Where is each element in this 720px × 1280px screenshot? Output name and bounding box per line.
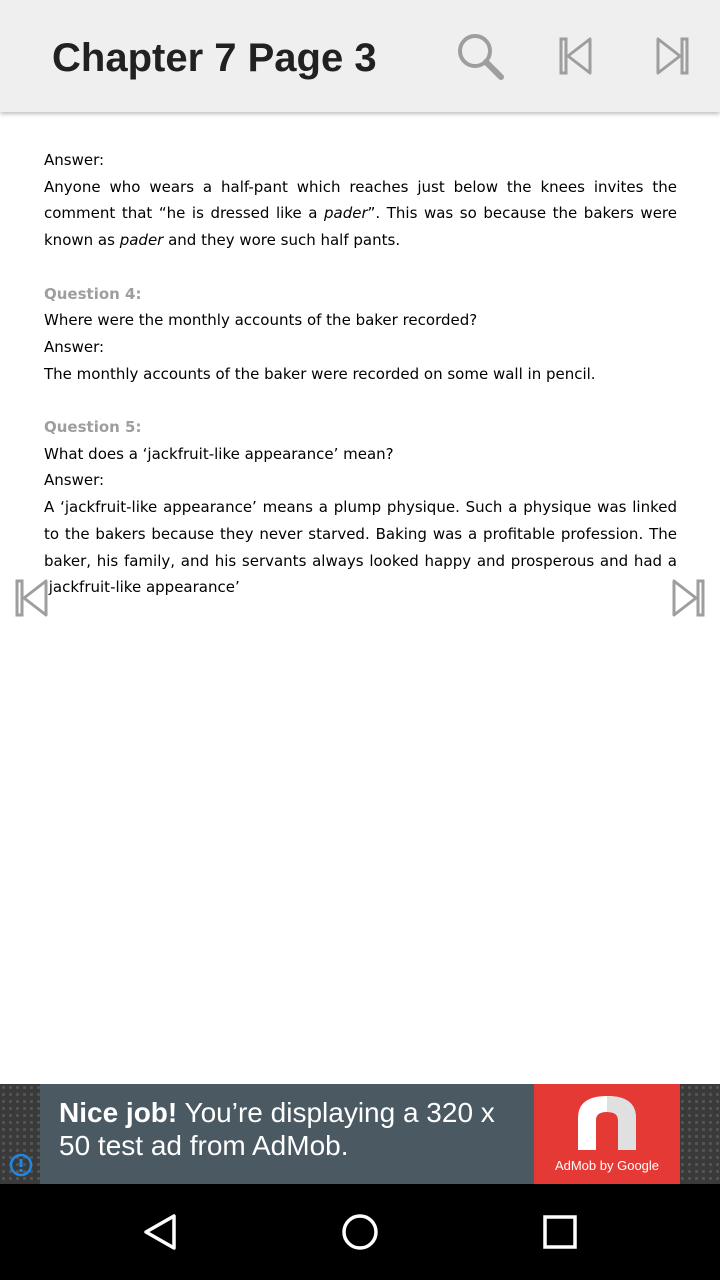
ad-headline: Nice job! You’re displaying a 320 x 50 test ad from AdMob. — [59, 1097, 495, 1161]
next-page-button[interactable] — [644, 28, 700, 84]
admob-logo — [534, 1084, 680, 1184]
ad-banner[interactable] — [0, 1084, 720, 1184]
question-4-text: Where were the monthly accounts of the baker recorded? — [44, 311, 478, 330]
info-icon — [9, 1153, 33, 1177]
ad-panel[interactable] — [40, 1084, 680, 1184]
home-button[interactable] — [330, 1202, 390, 1262]
question-4-answer-label: Answer: — [44, 337, 105, 356]
search-icon — [454, 30, 506, 82]
question-5-answer: A ‘jackfruit-like appearance’ means a plump physique. Such a physique was linked to the bakers because they never starved. Baking was a profitable profession. The baker, his family, and his servants always looked happy and prosperous and had a ‘jackfruit-like appearance’ — [44, 498, 677, 597]
admob-logo-icon — [534, 1084, 680, 1158]
question-4-label: Question 4: — [44, 284, 142, 303]
recents-button[interactable] — [530, 1202, 590, 1262]
search-button[interactable] — [452, 28, 508, 84]
chapter-content — [44, 147, 677, 601]
skip-next-icon — [671, 579, 705, 617]
side-previous-button[interactable] — [12, 578, 52, 618]
answer-label: Answer: — [44, 151, 105, 169]
ad-info-button[interactable] — [8, 1152, 34, 1178]
previous-page-button[interactable] — [548, 28, 604, 84]
back-button[interactable] — [130, 1202, 190, 1262]
question-5-label: Question 5: — [44, 418, 142, 436]
skip-previous-icon — [559, 37, 593, 75]
page-title: Chapter 7 Page 3 — [52, 36, 377, 80]
question-5-text: What does a ‘jackfruit-like appearance’ mean? — [44, 444, 394, 463]
app-bar — [0, 0, 720, 112]
side-next-button[interactable] — [668, 578, 708, 618]
back-icon — [140, 1212, 180, 1252]
skip-previous-icon — [15, 579, 49, 617]
ad-logo-caption: AdMob by Google — [554, 1158, 660, 1173]
system-navigation-bar — [0, 1184, 720, 1280]
home-icon — [340, 1212, 380, 1252]
recents-icon — [540, 1212, 580, 1252]
answer-text: Anyone who wears a half-pant which reaches just below the knees invites the comment that “he is dressed like a pader”. This was so because the bakers were known as pader and they wore such half pants. — [44, 177, 677, 250]
question-5-answer-label: Answer: — [44, 471, 105, 490]
question-4-answer: The monthly accounts of the baker were recorded on some wall in pencil. — [44, 364, 596, 383]
skip-next-icon — [655, 37, 689, 75]
